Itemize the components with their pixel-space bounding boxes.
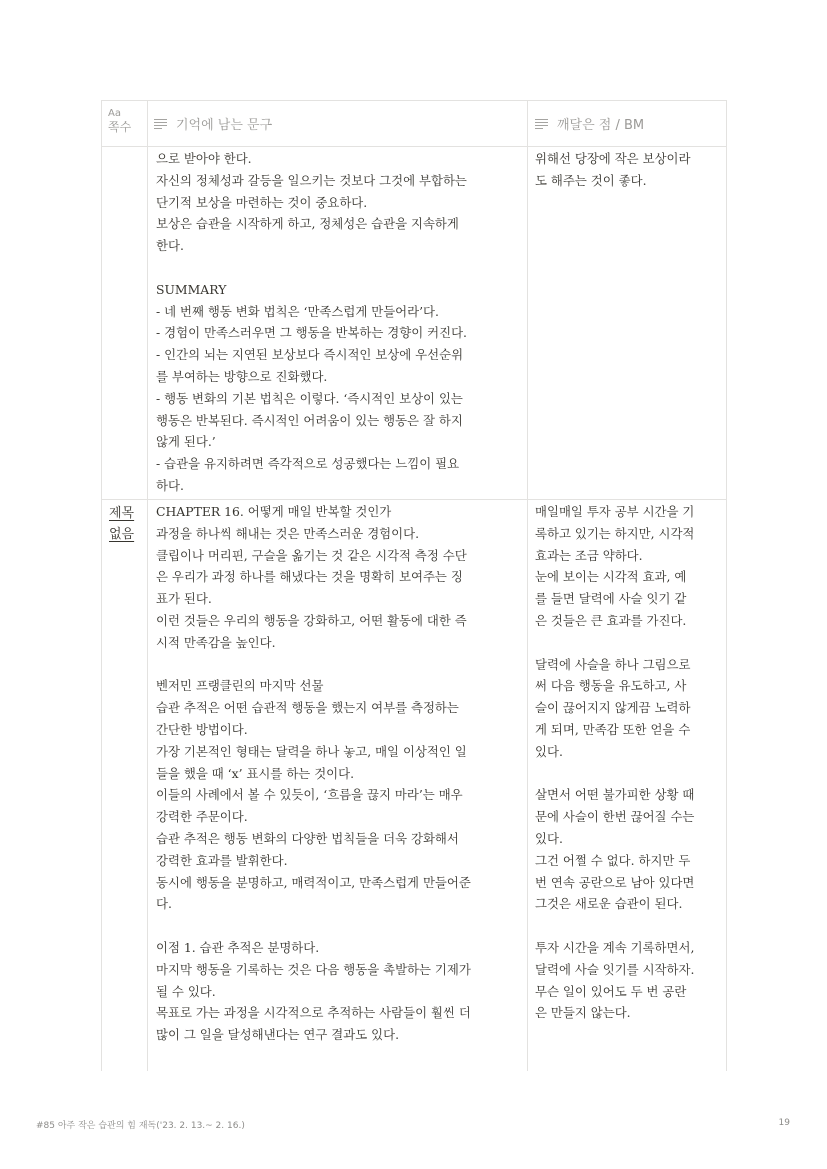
text-line: 하다. [156, 477, 184, 493]
text-line: 달력에 사슬을 하나 그림으로 [535, 656, 691, 672]
text-line: 많이 그 일을 달성해낸다는 연구 결과도 있다. [156, 1027, 400, 1043]
text-line: 있다. [535, 743, 563, 759]
text-line: 과정을 하나씩 해내는 것은 만족스러운 경험이다. [156, 525, 420, 541]
text-line: 다. [156, 896, 172, 912]
header-page-label: 쪽수 [108, 120, 132, 134]
text-line: 마지막 행동을 기록하는 것은 다음 행동을 촉발하는 기제가 [156, 961, 471, 977]
text-line: 그것은 새로운 습관이 된다. [535, 896, 683, 912]
text-line: 이런 것들은 우리의 행동을 강화하고, 어떤 활동에 대한 즉 [156, 612, 467, 628]
text-line [535, 915, 694, 937]
header-page-column[interactable] [108, 107, 144, 134]
text-line: 가장 기본적인 형태는 달력을 하나 놓고, 매일 이상적인 일 [156, 743, 467, 759]
text-line: 위해선 당장에 작은 보상이라 [535, 151, 691, 166]
text-line: 매일매일 투자 공부 시간을 기 [535, 504, 695, 519]
text-line: 있다. [535, 830, 563, 846]
row-divider [102, 146, 726, 147]
insight-cell[interactable] [535, 148, 690, 192]
text-line: 강력한 효과를 발휘한다. [156, 852, 288, 868]
text-lines-icon [535, 119, 548, 129]
insight-cell[interactable] [535, 501, 694, 1024]
footer-title: #85 아주 작은 습관의 힘 재독('23. 2. 13.~ 2. 16.) [36, 1121, 245, 1131]
header-insight-column[interactable] [535, 114, 644, 133]
text-line: 자신의 정체성과 갈등을 일으키는 것보다 그것에 부합하는 [156, 172, 467, 188]
text-line: 강력한 주문이다. [156, 809, 248, 825]
text-lines-icon [154, 119, 167, 129]
header-quote-column[interactable] [154, 114, 272, 133]
text-line: 눈에 보이는 시각적 효과, 예 [535, 569, 687, 585]
text-property-icon: Aa [108, 108, 121, 119]
text-line: 단기적 보상을 마련하는 것이 중요하다. [156, 194, 368, 210]
text-line: 보상은 습관을 시작하게 하고, 정체성은 습관을 지속하게 [156, 216, 459, 232]
quote-cell[interactable] [156, 148, 467, 497]
text-line [156, 915, 471, 937]
text-line: 록하고 있기는 하지만, 시각적 [535, 525, 695, 541]
text-line: 벤저민 프랭클린의 마지막 선물 [156, 678, 324, 694]
column-divider [527, 101, 528, 1071]
row-divider [102, 499, 726, 500]
text-line: 행동은 반복된다. 즉시적인 어려움이 있는 행동은 잘 하지 [156, 412, 463, 428]
text-line: 은 것들은 큰 효과를 가진다. [535, 612, 687, 628]
text-line: 투자 시간을 계속 기록하면서, [535, 939, 695, 955]
text-line [535, 763, 694, 785]
text-line: 이점 1. 습관 추적은 분명하다. [156, 939, 320, 955]
text-line: SUMMARY [156, 281, 227, 297]
text-line: 효과는 조금 약하다. [535, 547, 643, 563]
text-line: 번 연속 공란으로 남아 있다면 [535, 874, 695, 890]
text-line: 습관 추적은 어떤 습관적 행동을 했는지 여부를 측정하는 [156, 700, 459, 716]
column-divider [147, 101, 148, 1071]
page-title-link[interactable] [109, 503, 134, 545]
text-line: 표가 된다. [156, 591, 212, 607]
header-insight-label: 깨달은 점 / BM [557, 118, 645, 133]
text-line: 없음 [109, 527, 135, 542]
text-line [156, 257, 467, 279]
text-line: 이들의 사례에서 볼 수 있듯이, ‘흐름을 끊지 마라’는 매우 [156, 787, 463, 803]
text-line: CHAPTER 16. 어떻게 매일 반복할 것인가 [156, 504, 392, 519]
text-line: 문에 사슬이 한번 끊어질 수는 [535, 809, 695, 825]
text-line: 은 만들지 않는다. [535, 1005, 631, 1021]
text-line: 살면서 어떤 불가피한 상황 때 [535, 787, 695, 803]
text-line: 으로 받아야 한다. [156, 151, 252, 166]
text-line: 습관 추적은 행동 변화의 다양한 법칙들을 더욱 강화해서 [156, 830, 459, 846]
text-line: 슬이 끊어지지 않게끔 노력하 [535, 700, 691, 716]
text-line: 은 우리가 과정 하나를 해냈다는 것을 명확히 보여주는 징 [156, 569, 463, 585]
text-line: 제목 [109, 506, 135, 521]
text-line: 간단한 방법이다. [156, 721, 248, 737]
page-number: 19 [778, 1118, 790, 1128]
text-line: 를 들면 달력에 사슬 잇기 같 [535, 591, 687, 607]
text-line: 게 되며, 만족감 또한 얻을 수 [535, 721, 691, 737]
text-line: 클립이나 머리핀, 구슬을 옮기는 것 같은 시각적 측정 수단 [156, 547, 467, 563]
header-quote-label: 기억에 남는 문구 [176, 118, 273, 133]
text-line: 달력에 사슬 잇기를 시작하자. [535, 961, 695, 977]
text-line: 들을 했을 때 ‘x’ 표시를 하는 것이다. [156, 765, 355, 781]
text-line: 않게 된다.’ [156, 434, 216, 450]
text-line: - 네 번째 행동 변화 법칙은 ‘만족스럽게 만들어라’다. [156, 303, 439, 319]
text-line: 될 수 있다. [156, 983, 216, 999]
text-line: 무슨 일이 있어도 두 번 공란 [535, 983, 687, 999]
text-line: 써 다음 행동을 유도하고, 사 [535, 678, 687, 694]
text-line: 그건 어쩔 수 없다. 하지만 두 [535, 852, 691, 868]
text-line: 시적 만족감을 높인다. [156, 634, 276, 650]
text-line [535, 632, 694, 654]
text-line: - 행동 변화의 기본 법칙은 이렇다. ‘즉시적인 보상이 있는 [156, 390, 463, 406]
text-line: 동시에 행동을 분명하고, 매력적이고, 만족스럽게 만들어준 [156, 874, 471, 890]
text-line: 도 해주는 것이 좋다. [535, 172, 647, 188]
text-line: 한다. [156, 238, 184, 254]
text-line [156, 654, 471, 676]
text-line: - 인간의 뇌는 지연된 보상보다 즉시적인 보상에 우선순위 [156, 347, 464, 363]
text-line: - 습관을 유지하려면 즉각적으로 성공했다는 느낌이 필요 [156, 456, 460, 472]
text-line: 를 부여하는 방향으로 진화했다. [156, 368, 328, 384]
text-line: - 경험이 만족스러우면 그 행동을 반복하는 경향이 커진다. [156, 325, 467, 341]
text-line: 목표로 가는 과정을 시각적으로 추적하는 사람들이 훨씬 더 [156, 1005, 471, 1021]
quote-cell[interactable] [156, 501, 471, 1046]
notes-table [101, 100, 727, 1071]
